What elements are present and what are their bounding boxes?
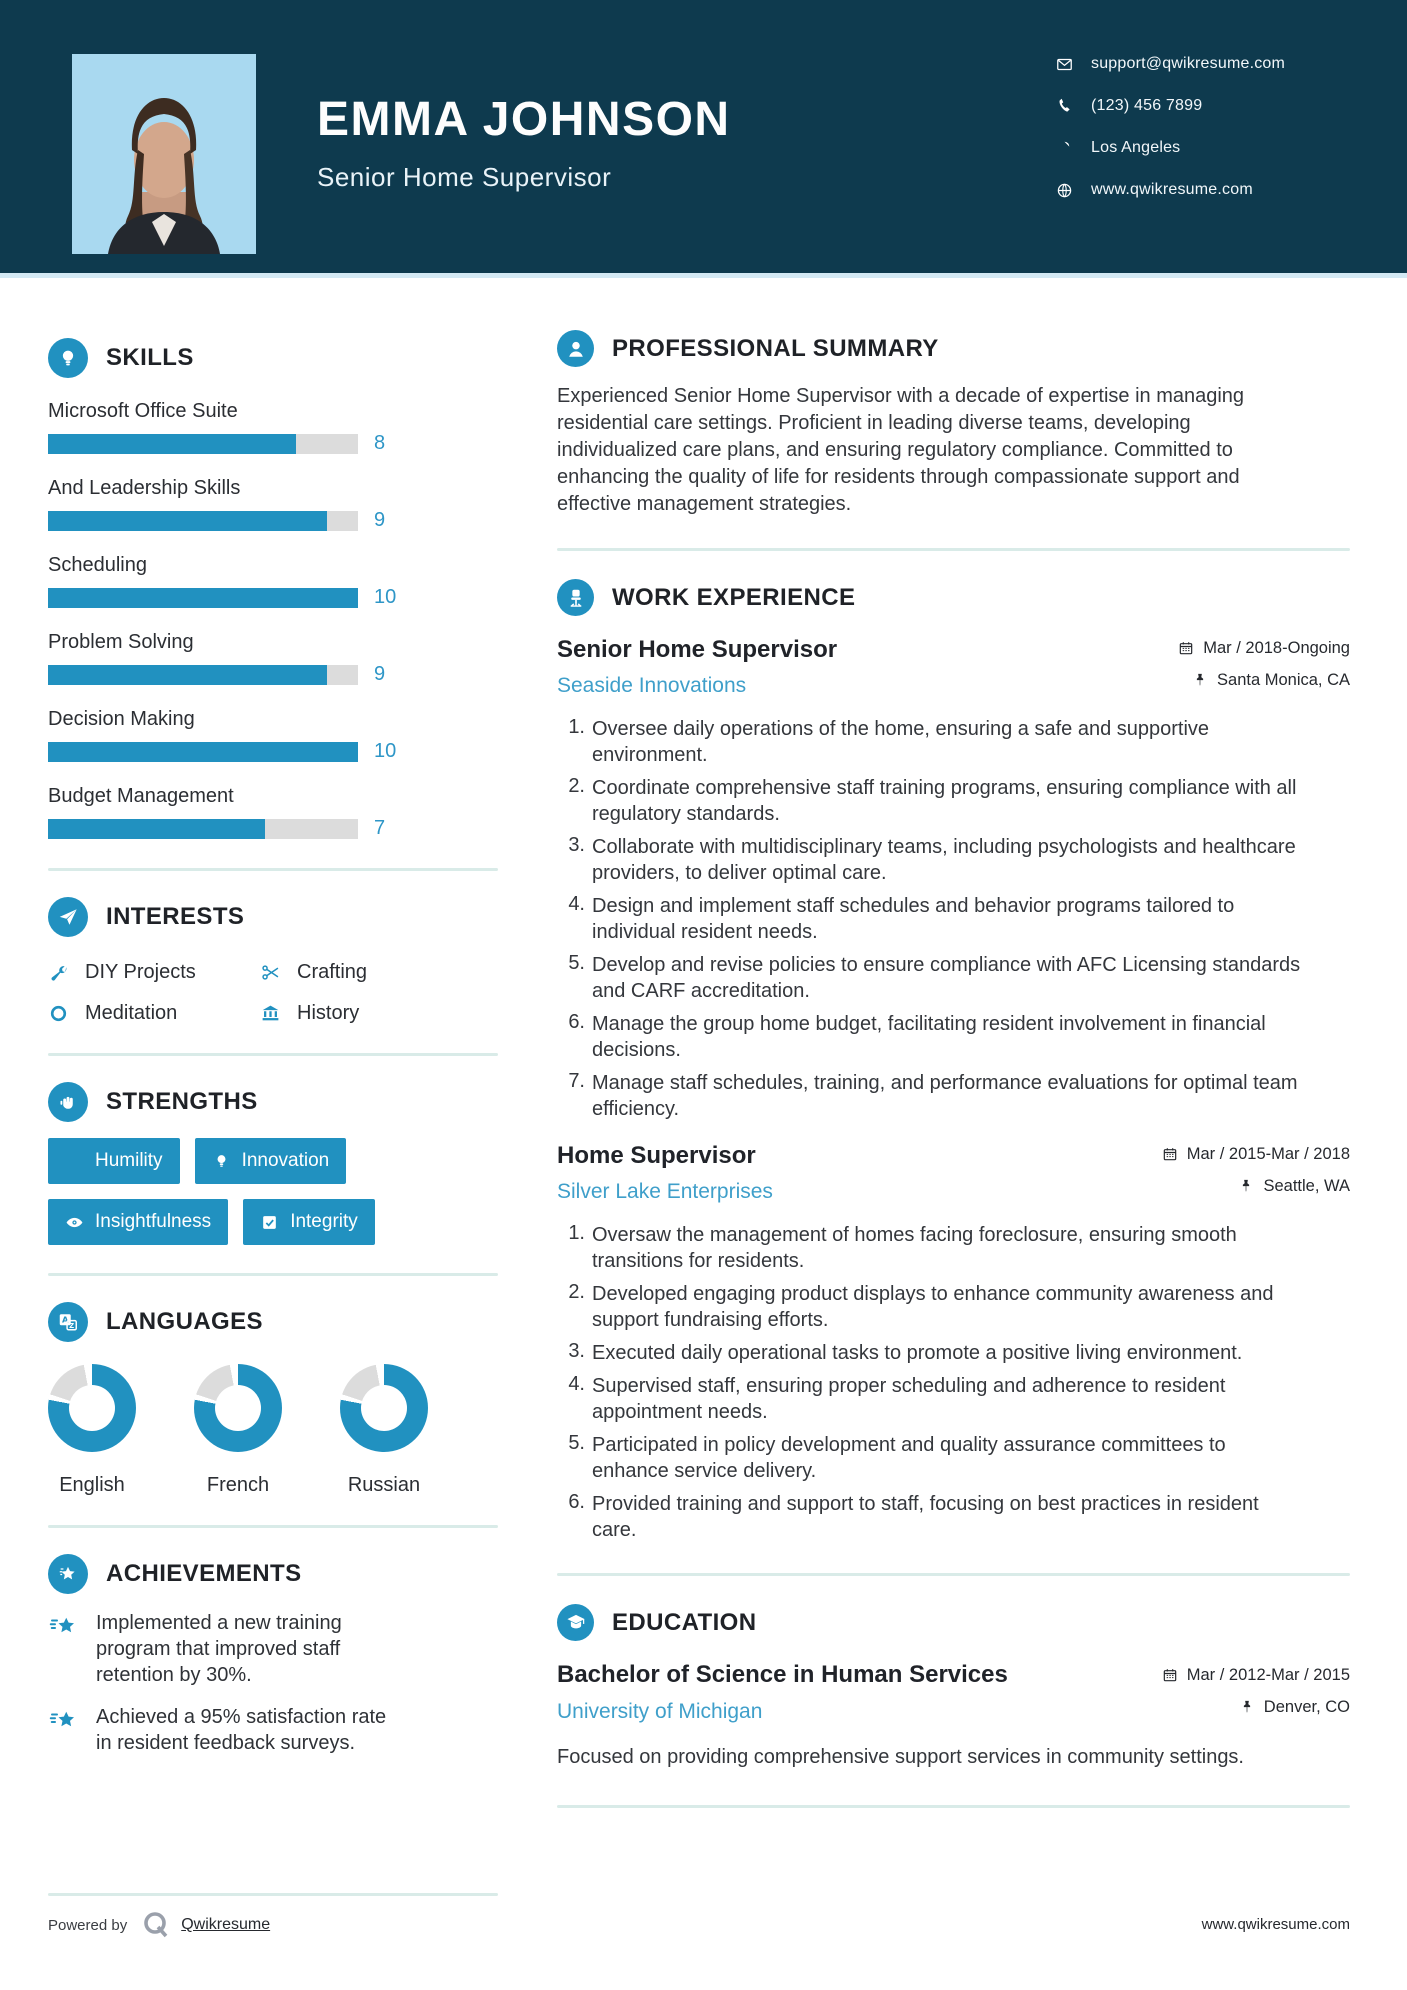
skills-section-heading <box>48 338 498 378</box>
skill-item <box>48 554 498 609</box>
skill-label: Microsoft Office Suite <box>48 400 238 422</box>
job-meta <box>1178 636 1350 700</box>
shooting-star-icon <box>48 1612 78 1642</box>
bullet-number: 1. <box>568 716 585 738</box>
achievements-section-heading <box>48 1554 498 1594</box>
skill-item <box>48 477 498 532</box>
skill-value: 7 <box>374 817 386 839</box>
bullet-number: 3. <box>568 1340 585 1362</box>
strengths-title: STRENGTHS <box>106 1088 258 1115</box>
skill-label: Scheduling <box>48 554 147 576</box>
wrench-icon <box>48 962 69 983</box>
person-icon <box>557 330 594 367</box>
powered-by-label: Powered by <box>48 1916 128 1934</box>
education-degree: Bachelor of Science in Human Services <box>557 1661 1008 1688</box>
job-bullet <box>557 1432 1350 1484</box>
summary-title: PROFESSIONAL SUMMARY <box>612 334 939 362</box>
strengths-list <box>48 1138 498 1245</box>
language-label: French <box>206 1474 270 1496</box>
sidebar-column <box>48 278 498 1756</box>
header <box>0 0 1407 278</box>
contact-list <box>1056 50 1285 218</box>
translate-icon <box>48 1302 88 1342</box>
skill-bar <box>48 665 358 685</box>
skill-bar <box>48 742 358 762</box>
bullet-text: Manage the group home budget, facilitating resident involvement in financial decisions. <box>592 1013 1266 1061</box>
skill-item <box>48 631 498 686</box>
job-dates: Mar / 2015-Mar / 2018 <box>1186 1144 1350 1163</box>
profile-photo-illustration <box>72 54 256 254</box>
divider <box>48 1525 498 1528</box>
achievement-text: Achieved a 95% satisfaction rate in resident feedback surveys. <box>96 1706 387 1754</box>
job-company-link[interactable]: Seaside Innovations <box>557 674 747 697</box>
interest-label: DIY Projects <box>85 961 196 983</box>
lightbulb-icon <box>48 338 88 378</box>
strength-label: Integrity <box>290 1211 358 1232</box>
job-meta <box>1162 1142 1350 1206</box>
bullet-text: Design and implement staff schedules and behavior programs tailored to individual resident needs. <box>592 895 1235 943</box>
job-entry <box>557 636 1350 1122</box>
divider <box>48 1053 498 1056</box>
contact-row[interactable] <box>1056 176 1285 204</box>
language-item <box>48 1364 136 1497</box>
bullet-number: 4. <box>568 893 585 915</box>
eye-icon <box>65 1213 84 1232</box>
divider <box>48 1893 498 1896</box>
skills-list <box>48 400 498 840</box>
strength-label: Innovation <box>241 1150 330 1171</box>
skill-bar <box>48 434 358 454</box>
languages-title: LANGUAGES <box>106 1308 263 1335</box>
paper-plane-icon <box>48 897 88 937</box>
languages-section-heading <box>48 1302 498 1342</box>
bullet-text: Developed engaging product displays to enhance community awareness and support fundraising efforts. <box>592 1283 1274 1331</box>
skill-value: 9 <box>374 663 386 685</box>
museum-icon <box>260 1003 281 1024</box>
skill-value: 9 <box>374 509 386 531</box>
language-label: English <box>59 1474 125 1496</box>
contact-row[interactable] <box>1056 134 1285 162</box>
language-item <box>340 1364 428 1497</box>
job-bullet <box>557 775 1350 827</box>
bullet-text: Oversee daily operations of the home, ensuring a safe and supportive environment. <box>592 718 1210 766</box>
jobs-list <box>557 636 1350 1543</box>
strengths-section-heading <box>48 1082 498 1122</box>
achievement-text: Implemented a new training program that improved staff retention by 30%. <box>96 1612 342 1686</box>
candidate-title: Senior Home Supervisor <box>317 162 612 192</box>
bullet-number: 6. <box>568 1011 585 1033</box>
contact-text: www.qwikresume.com <box>1091 181 1253 198</box>
education-meta <box>1162 1663 1350 1727</box>
bullet-number: 6. <box>568 1491 585 1513</box>
education-dates: Mar / 2012-Mar / 2015 <box>1186 1665 1350 1684</box>
skill-item <box>48 400 498 455</box>
fist-icon <box>48 1082 88 1122</box>
pushpin-icon <box>1192 672 1208 688</box>
divider <box>557 1573 1350 1576</box>
bulb-small-icon <box>212 1152 231 1171</box>
job-bullet <box>557 834 1350 886</box>
skill-item <box>48 708 498 763</box>
job-bullet <box>557 952 1350 1004</box>
job-bullet <box>557 1373 1350 1425</box>
education-title: EDUCATION <box>612 1608 757 1636</box>
pushpin-icon <box>1239 1699 1255 1715</box>
contact-text: Los Angeles <box>1091 139 1181 156</box>
job-main <box>557 1142 773 1206</box>
job-bullet <box>557 1491 1350 1543</box>
globe-icon <box>1056 182 1073 199</box>
language-donut-chart <box>194 1364 282 1452</box>
education-school-link[interactable]: University of Michigan <box>557 1700 763 1723</box>
interests-list <box>48 961 498 1025</box>
bullet-number: 7. <box>568 1070 585 1092</box>
interest-item <box>260 961 498 984</box>
job-bullets <box>557 1222 1350 1543</box>
bullet-number: 3. <box>568 834 585 856</box>
experience-title: WORK EXPERIENCE <box>612 583 856 611</box>
job-bullet <box>557 716 1350 768</box>
job-bullet <box>557 1222 1350 1274</box>
skill-label: Budget Management <box>48 785 234 807</box>
skills-title: SKILLS <box>106 344 194 371</box>
job-location: Seattle, WA <box>1263 1176 1350 1195</box>
bullet-text: Supervised staff, ensuring proper scheduling and adherence to resident appointment needs. <box>592 1375 1226 1423</box>
qwikresume-logo-icon <box>141 1910 171 1940</box>
job-bullet <box>557 1281 1350 1333</box>
pushpin-icon <box>1238 1178 1254 1194</box>
qwikresume-link[interactable]: Qwikresume <box>181 1916 271 1933</box>
bullet-text: Participated in policy development and quality assurance committees to enhance service delivery. <box>592 1434 1226 1482</box>
bullet-text: Manage staff schedules, training, and performance evaluations for optimal team efficiency. <box>592 1072 1298 1120</box>
job-bullet <box>557 1011 1350 1063</box>
education-location: Denver, CO <box>1263 1697 1350 1716</box>
interest-label: Crafting <box>297 961 368 983</box>
achievement-item <box>48 1610 498 1688</box>
bullet-number: 2. <box>568 1281 585 1303</box>
divider <box>48 1273 498 1276</box>
scissors-icon <box>260 962 281 983</box>
bullet-number: 5. <box>568 1432 585 1454</box>
achievement-item <box>48 1704 498 1756</box>
job-role: Senior Home Supervisor <box>557 636 838 663</box>
footer <box>48 1893 498 1940</box>
bullet-text: Oversaw the management of homes facing foreclosure, ensuring smooth transitions for residents. <box>592 1224 1237 1272</box>
calendar-icon <box>1162 1146 1178 1162</box>
job-bullets <box>557 716 1350 1122</box>
candidate-name: EMMA JOHNSON <box>317 93 731 146</box>
language-donut-chart <box>340 1364 428 1452</box>
job-location: Santa Monica, CA <box>1217 670 1350 689</box>
bullet-number: 4. <box>568 1373 585 1395</box>
contact-text: (123) 456 7899 <box>1091 97 1203 114</box>
job-company-link[interactable]: Silver Lake Enterprises <box>557 1180 773 1203</box>
email-icon <box>1056 56 1073 73</box>
strength-badge <box>195 1138 347 1184</box>
strength-badge <box>48 1138 180 1184</box>
strength-badge <box>48 1199 228 1245</box>
skill-value: 10 <box>374 740 397 762</box>
skill-label: And Leadership Skills <box>48 477 241 499</box>
checkbox-icon <box>260 1213 279 1232</box>
summary-text: Experienced Senior Home Supervisor with a decade of expertise in managing residential care settings. Proficient in leading diverse teams, developing individualized care plans, and ensuring regulatory compliance. Committed to enhancing the quality of life for residents through compassionate support and effective management strategies. <box>557 385 1245 515</box>
skill-item <box>48 785 498 840</box>
job-bullet <box>557 1340 1350 1366</box>
experience-section-heading <box>557 579 1350 616</box>
skill-bar <box>48 819 358 839</box>
skill-bar <box>48 511 358 531</box>
skill-label: Decision Making <box>48 708 195 730</box>
interests-section-heading <box>48 897 498 937</box>
strength-label: Humility <box>95 1150 163 1171</box>
star-circle-icon <box>48 1554 88 1594</box>
interest-item <box>260 1002 498 1025</box>
bullet-text: Coordinate comprehensive staff training programs, ensuring compliance with all regulatory standards. <box>592 777 1297 825</box>
language-label: Russian <box>347 1474 421 1496</box>
job-role: Home Supervisor <box>557 1142 756 1169</box>
interest-item <box>48 961 260 984</box>
contact-row[interactable] <box>1056 50 1285 78</box>
calendar-icon <box>1162 1667 1178 1683</box>
ring-icon <box>48 1003 69 1024</box>
svg-text:A: A <box>62 1314 69 1325</box>
languages-list <box>48 1364 498 1497</box>
bullet-number: 2. <box>568 775 585 797</box>
strength-label: Insightfulness <box>95 1211 212 1232</box>
bullet-text: Provided training and support to staff, focusing on best practices in resident care. <box>592 1493 1259 1541</box>
education-section-heading <box>557 1604 1350 1641</box>
achievements-list <box>48 1610 498 1756</box>
shooting-star-icon <box>48 1706 78 1736</box>
job-entry <box>557 1142 1350 1543</box>
skill-value: 8 <box>374 432 386 454</box>
skill-value: 10 <box>374 586 397 608</box>
bullet-text: Executed daily operational tasks to promote a positive living environment. <box>592 1342 1243 1364</box>
interest-label: History <box>297 1002 360 1024</box>
footer-website: www.qwikresume.com <box>1201 1916 1350 1933</box>
job-bullet <box>557 893 1350 945</box>
divider <box>557 1805 1350 1808</box>
profile-photo <box>72 54 256 254</box>
divider <box>48 868 498 871</box>
main-column <box>557 278 1350 1808</box>
graduate-icon <box>557 1604 594 1641</box>
leaf-icon <box>65 1152 84 1171</box>
svg-text:Z: Z <box>69 1321 75 1330</box>
language-donut-chart <box>48 1364 136 1452</box>
achievements-title: ACHIEVEMENTS <box>106 1560 302 1587</box>
job-bullet <box>557 1070 1350 1122</box>
job-main <box>557 636 837 700</box>
interests-title: INTERESTS <box>106 903 245 930</box>
strength-badge <box>243 1199 375 1245</box>
bullet-number: 1. <box>568 1222 585 1244</box>
contact-row[interactable] <box>1056 92 1285 120</box>
education-main <box>557 1641 1008 1727</box>
skill-bar <box>48 588 358 608</box>
bullet-text: Develop and revise policies to ensure compliance with AFC Licensing standards and CARF accreditation. <box>592 954 1301 1002</box>
bullet-text: Collaborate with multidisciplinary teams, including psychologists and healthcare providers, to deliver optimal care. <box>592 836 1296 884</box>
location-icon <box>1056 140 1073 157</box>
skill-label: Problem Solving <box>48 631 194 653</box>
identity-block <box>317 93 731 193</box>
language-item <box>194 1364 282 1497</box>
interest-label: Meditation <box>85 1002 178 1024</box>
office-chair-icon <box>557 579 594 616</box>
contact-text: support@qwikresume.com <box>1091 55 1286 72</box>
divider <box>557 548 1350 551</box>
education-description: Focused on providing comprehensive support services in community settings. <box>557 1746 1244 1768</box>
summary-section-heading <box>557 330 1350 367</box>
job-dates: Mar / 2018-Ongoing <box>1203 638 1350 657</box>
bullet-number: 5. <box>568 952 585 974</box>
interest-item <box>48 1002 260 1025</box>
phone-icon <box>1056 98 1073 115</box>
calendar-icon <box>1178 640 1194 656</box>
